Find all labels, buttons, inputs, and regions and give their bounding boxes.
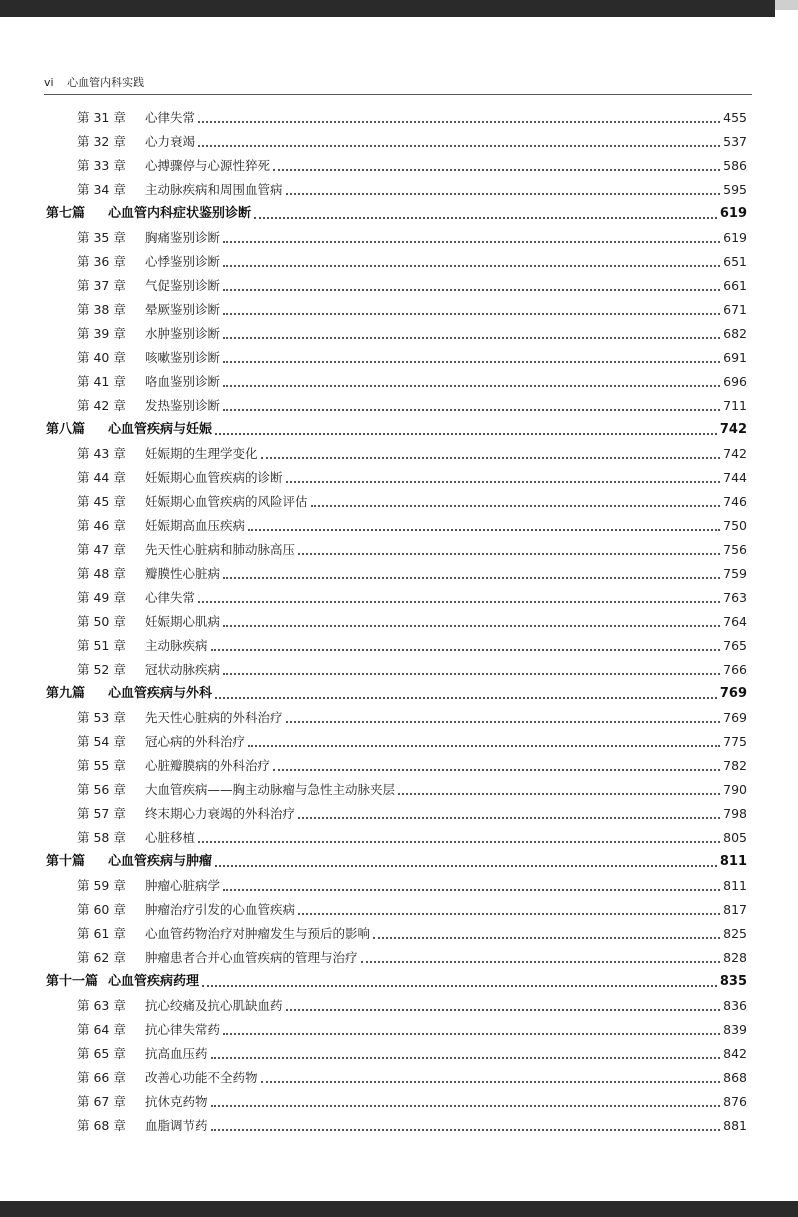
toc-entry-page: 766 (723, 662, 747, 677)
toc-entry-page: 811 (719, 854, 747, 869)
toc-entry-number: 第 31 章 (77, 110, 126, 125)
toc-part-entry[interactable] (46, 850, 747, 874)
toc-chapter-entry[interactable] (77, 226, 747, 250)
dot-leader (211, 1104, 721, 1107)
toc-entry-page: 691 (723, 350, 747, 365)
toc-chapter-entry[interactable] (77, 490, 747, 514)
toc-entry-title: 气促鉴别诊断 (145, 278, 221, 293)
toc-entry-title: 心脏移植 (145, 830, 196, 845)
toc-entry-page: 742 (719, 422, 747, 437)
toc-entry-title: 妊娠期心肌病 (145, 614, 221, 629)
toc-chapter-entry[interactable] (77, 946, 747, 970)
toc-chapter-entry[interactable] (77, 154, 747, 178)
toc-entry-page: 742 (723, 446, 747, 461)
toc-entry-number: 第 68 章 (77, 1118, 126, 1133)
toc-entry-page: 782 (723, 758, 747, 773)
toc-entry-number: 第 32 章 (77, 134, 126, 149)
toc-entry-page: 825 (723, 926, 747, 941)
toc-entry-page: 763 (723, 590, 747, 605)
toc-entry-title: 妊娠期的生理学变化 (145, 446, 258, 461)
toc-entry-page: 798 (723, 806, 747, 821)
toc-entry-number: 第 38 章 (77, 302, 126, 317)
dot-leader (254, 216, 717, 219)
toc-entry-title: 肿瘤患者合并心血管疾病的管理与治疗 (145, 950, 358, 965)
toc-entry-page: 619 (723, 230, 747, 245)
toc-entry-number: 第 55 章 (77, 758, 126, 773)
toc-entry-number: 第 58 章 (77, 830, 126, 845)
toc-chapter-entry[interactable] (77, 754, 747, 778)
toc-entry-title: 先天性心脏病和肺动脉高压 (145, 542, 296, 557)
toc-entry-page: 839 (723, 1022, 747, 1037)
toc-chapter-entry[interactable] (77, 802, 747, 826)
toc-chapter-entry[interactable] (77, 178, 747, 202)
book-title: 心血管内科实践 (67, 76, 145, 89)
toc-chapter-entry[interactable] (77, 994, 747, 1018)
toc-entry-page: 817 (723, 902, 747, 917)
toc-entry-page: 696 (723, 374, 747, 389)
toc-entry-number: 第 36 章 (77, 254, 126, 269)
toc-entry-page: 537 (723, 134, 747, 149)
toc-entry-page: 769 (719, 686, 747, 701)
toc-chapter-entry[interactable] (77, 562, 747, 586)
toc-entry-title: 先天性心脏病的外科治疗 (145, 710, 283, 725)
toc-chapter-entry[interactable] (77, 1066, 747, 1090)
dot-leader (223, 408, 720, 411)
toc-chapter-entry[interactable] (77, 730, 747, 754)
toc-entry-title: 心律失常 (145, 590, 196, 605)
toc-entry-number: 第 57 章 (77, 806, 126, 821)
toc-entry-page: 764 (723, 614, 747, 629)
dot-leader (211, 648, 721, 651)
toc-chapter-entry[interactable] (77, 706, 747, 730)
toc-entry-number: 第 46 章 (77, 518, 126, 533)
toc-entry-number: 第 34 章 (77, 182, 126, 197)
dot-leader (273, 168, 720, 171)
dot-leader (298, 816, 720, 819)
toc-chapter-entry[interactable] (77, 442, 747, 466)
toc-chapter-entry[interactable] (77, 106, 747, 130)
dot-leader (198, 144, 720, 147)
dot-leader (198, 120, 720, 123)
table-of-contents (0, 106, 798, 1138)
top-corner-tab (775, 0, 798, 10)
toc-entry-number: 第 51 章 (77, 638, 126, 653)
toc-chapter-entry[interactable] (77, 610, 747, 634)
toc-chapter-entry[interactable] (77, 370, 747, 394)
toc-entry-number: 第 49 章 (77, 590, 126, 605)
toc-entry-page: 828 (723, 950, 747, 965)
dot-leader (223, 288, 720, 291)
toc-entry-number: 第 67 章 (77, 1094, 126, 1109)
dot-leader (223, 1032, 720, 1035)
dot-leader (248, 528, 720, 531)
dot-leader (223, 360, 720, 363)
toc-entry-page: 835 (719, 974, 747, 989)
toc-chapter-entry[interactable] (77, 394, 747, 418)
toc-entry-number: 第 44 章 (77, 470, 126, 485)
toc-entry-page: 876 (723, 1094, 747, 1109)
toc-entry-number: 第 53 章 (77, 710, 126, 725)
toc-part-entry[interactable] (46, 202, 747, 226)
toc-entry-page: 775 (723, 734, 747, 749)
toc-entry-number: 第 63 章 (77, 998, 126, 1013)
dot-leader (223, 336, 720, 339)
toc-chapter-entry[interactable] (77, 874, 747, 898)
toc-entry-page: 790 (723, 782, 747, 797)
toc-entry-page: 651 (723, 254, 747, 269)
toc-chapter-entry[interactable] (77, 922, 747, 946)
toc-entry-title: 心血管疾病与妊娠 (108, 422, 213, 437)
toc-entry-page: 811 (723, 878, 747, 893)
toc-entry-page: 711 (723, 398, 747, 413)
toc-part-entry[interactable] (46, 418, 747, 442)
toc-entry-page: 455 (723, 110, 747, 125)
toc-entry-number: 第 66 章 (77, 1070, 126, 1085)
toc-entry-number: 第 47 章 (77, 542, 126, 557)
dot-leader (215, 432, 717, 435)
dot-leader (223, 384, 720, 387)
toc-entry-page: 881 (723, 1118, 747, 1133)
toc-entry-number: 第 54 章 (77, 734, 126, 749)
toc-entry-page: 746 (723, 494, 747, 509)
toc-entry-number: 第九篇 (46, 686, 86, 701)
toc-entry-page: 765 (723, 638, 747, 653)
toc-entry-page: 744 (723, 470, 747, 485)
toc-chapter-entry[interactable] (77, 778, 747, 802)
toc-entry-number: 第 42 章 (77, 398, 126, 413)
dot-leader (286, 480, 721, 483)
toc-entry-title: 冠状动脉疾病 (145, 662, 221, 677)
toc-entry-number: 第 61 章 (77, 926, 126, 941)
toc-entry-title: 心血管疾病与肿瘤 (108, 854, 213, 869)
toc-entry-title: 肿瘤治疗引发的心血管疾病 (145, 902, 296, 917)
toc-entry-title: 主动脉疾病和周围血管病 (145, 182, 283, 197)
toc-entry-title: 大血管疾病——胸主动脉瘤与急性主动脉夹层 (145, 782, 396, 797)
toc-entry-page: 805 (723, 830, 747, 845)
toc-chapter-entry[interactable] (77, 826, 747, 850)
toc-entry-title: 心血管内科症状鉴别诊断 (108, 206, 252, 221)
toc-entry-number: 第 52 章 (77, 662, 126, 677)
toc-chapter-entry[interactable] (77, 274, 747, 298)
dot-leader (223, 240, 720, 243)
toc-entry-title: 发热鉴别诊断 (145, 398, 221, 413)
toc-entry-number: 第 60 章 (77, 902, 126, 917)
toc-entry-number: 第 45 章 (77, 494, 126, 509)
toc-part-entry[interactable] (46, 682, 747, 706)
dot-leader (211, 1128, 721, 1131)
toc-chapter-entry[interactable] (77, 1042, 747, 1066)
toc-entry-page: 759 (723, 566, 747, 581)
dot-leader (215, 864, 717, 867)
dot-leader (223, 672, 720, 675)
dot-leader (202, 984, 717, 987)
toc-entry-number: 第十一篇 (46, 974, 99, 989)
dot-leader (223, 576, 720, 579)
dot-leader (261, 456, 721, 459)
toc-entry-number: 第 50 章 (77, 614, 126, 629)
toc-chapter-entry[interactable] (77, 1018, 747, 1042)
toc-entry-number: 第 41 章 (77, 374, 126, 389)
toc-entry-number: 第十篇 (46, 854, 86, 869)
toc-entry-title: 妊娠期心血管疾病的风险评估 (145, 494, 308, 509)
bottom-border-bar (0, 1201, 798, 1217)
toc-entry-title: 咯血鉴别诊断 (145, 374, 221, 389)
toc-chapter-entry[interactable] (77, 298, 747, 322)
toc-entry-title: 心搏骤停与心源性猝死 (145, 158, 271, 173)
toc-chapter-entry[interactable] (77, 1090, 747, 1114)
dot-leader (211, 1056, 721, 1059)
toc-entry-title: 心血管疾病药理 (108, 974, 200, 989)
toc-entry-number: 第 56 章 (77, 782, 126, 797)
toc-entry-number: 第八篇 (46, 422, 86, 437)
page-number: vi (44, 76, 54, 89)
toc-chapter-entry[interactable] (77, 346, 747, 370)
running-head (44, 74, 752, 95)
toc-chapter-entry[interactable] (77, 514, 747, 538)
toc-entry-title: 水肿鉴别诊断 (145, 326, 221, 341)
toc-entry-title: 肿瘤心脏病学 (145, 878, 221, 893)
toc-entry-number: 第 48 章 (77, 566, 126, 581)
dot-leader (298, 552, 720, 555)
toc-entry-page: 836 (723, 998, 747, 1013)
dot-leader (223, 624, 720, 627)
dot-leader (273, 768, 720, 771)
toc-entry-title: 终末期心力衰竭的外科治疗 (145, 806, 296, 821)
toc-entry-page: 682 (723, 326, 747, 341)
dot-leader (286, 1008, 721, 1011)
dot-leader (286, 192, 721, 195)
toc-chapter-entry[interactable] (77, 658, 747, 682)
toc-chapter-entry[interactable] (77, 634, 747, 658)
toc-entry-title: 血脂调节药 (145, 1118, 208, 1133)
toc-entry-page: 756 (723, 542, 747, 557)
toc-chapter-entry[interactable] (77, 1114, 747, 1138)
dot-leader (361, 960, 721, 963)
toc-entry-title: 胸痛鉴别诊断 (145, 230, 221, 245)
toc-chapter-entry[interactable] (77, 586, 747, 610)
dot-leader (198, 600, 720, 603)
dot-leader (223, 312, 720, 315)
toc-entry-page: 750 (723, 518, 747, 533)
toc-chapter-entry[interactable] (77, 130, 747, 154)
toc-chapter-entry[interactable] (77, 250, 747, 274)
toc-entry-number: 第七篇 (46, 206, 86, 221)
toc-entry-title: 主动脉疾病 (145, 638, 208, 653)
toc-entry-title: 心力衰竭 (145, 134, 196, 149)
dot-leader (298, 912, 720, 915)
toc-entry-title: 瓣膜性心脏病 (145, 566, 221, 581)
toc-chapter-entry[interactable] (77, 538, 747, 562)
toc-entry-number: 第 33 章 (77, 158, 126, 173)
toc-chapter-entry[interactable] (77, 466, 747, 490)
toc-entry-title: 心悸鉴别诊断 (145, 254, 221, 269)
toc-entry-title: 晕厥鉴别诊断 (145, 302, 221, 317)
dot-leader (248, 744, 720, 747)
toc-entry-title: 心律失常 (145, 110, 196, 125)
toc-entry-title: 改善心功能不全药物 (145, 1070, 258, 1085)
toc-entry-title: 咳嗽鉴别诊断 (145, 350, 221, 365)
dot-leader (223, 888, 720, 891)
dot-leader (398, 792, 720, 795)
toc-entry-title: 抗心绞痛及抗心肌缺血药 (145, 998, 283, 1013)
dot-leader (286, 720, 721, 723)
dot-leader (215, 696, 717, 699)
toc-entry-number: 第 65 章 (77, 1046, 126, 1061)
toc-entry-title: 抗心律失常药 (145, 1022, 221, 1037)
toc-entry-title: 妊娠期心血管疾病的诊断 (145, 470, 283, 485)
toc-entry-title: 抗高血压药 (145, 1046, 208, 1061)
toc-entry-title: 心血管药物治疗对肿瘤发生与预后的影响 (145, 926, 371, 941)
dot-leader (261, 1080, 721, 1083)
toc-entry-page: 661 (723, 278, 747, 293)
top-border-bar (0, 0, 775, 17)
toc-chapter-entry[interactable] (77, 898, 747, 922)
toc-entry-title: 妊娠期高血压疾病 (145, 518, 246, 533)
toc-entry-page: 842 (723, 1046, 747, 1061)
dot-leader (198, 840, 720, 843)
toc-entry-number: 第 64 章 (77, 1022, 126, 1037)
toc-entry-number: 第 40 章 (77, 350, 126, 365)
toc-entry-page: 769 (723, 710, 747, 725)
toc-entry-title: 心脏瓣膜病的外科治疗 (145, 758, 271, 773)
dot-leader (373, 936, 720, 939)
toc-entry-page: 619 (719, 206, 747, 221)
toc-entry-title: 冠心病的外科治疗 (145, 734, 246, 749)
toc-entry-page: 868 (723, 1070, 747, 1085)
toc-entry-title: 抗休克药物 (145, 1094, 208, 1109)
dot-leader (223, 264, 720, 267)
toc-entry-number: 第 43 章 (77, 446, 126, 461)
toc-entry-number: 第 62 章 (77, 950, 126, 965)
toc-entry-number: 第 59 章 (77, 878, 126, 893)
toc-part-entry[interactable] (46, 970, 747, 994)
dot-leader (311, 504, 721, 507)
toc-entry-page: 595 (723, 182, 747, 197)
toc-entry-page: 586 (723, 158, 747, 173)
toc-entry-number: 第 35 章 (77, 230, 126, 245)
toc-entry-number: 第 37 章 (77, 278, 126, 293)
toc-entry-number: 第 39 章 (77, 326, 126, 341)
toc-entry-page: 671 (723, 302, 747, 317)
toc-entry-title: 心血管疾病与外科 (108, 686, 213, 701)
toc-chapter-entry[interactable] (77, 322, 747, 346)
